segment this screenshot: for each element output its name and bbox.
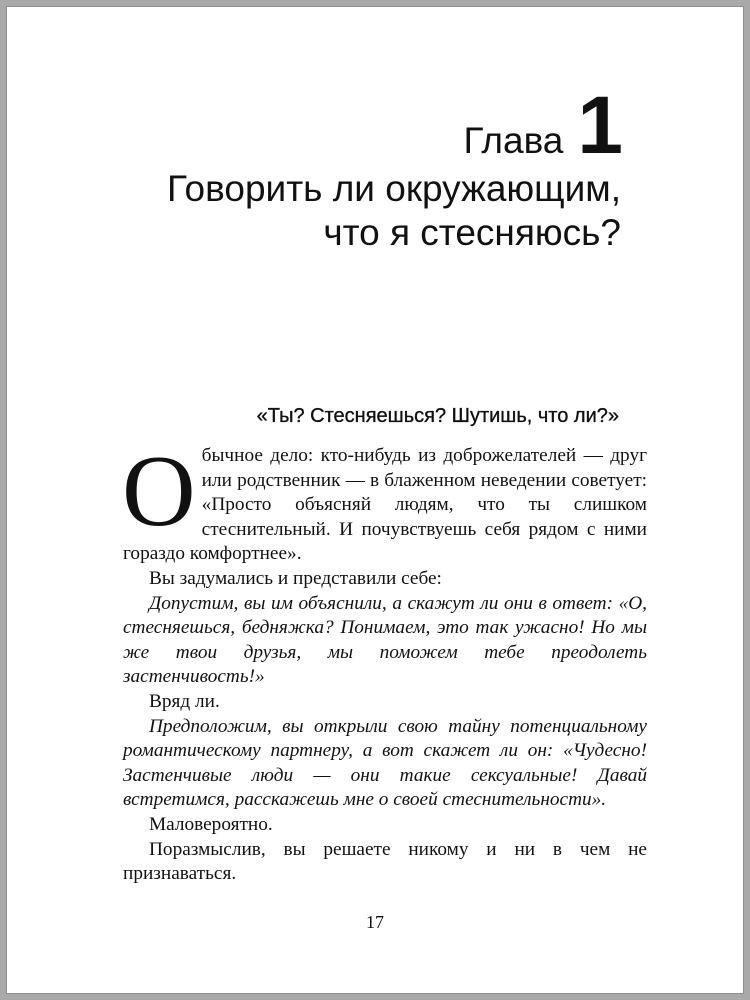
paragraph-6: Маловероятно. xyxy=(149,813,273,835)
drop-cap: О xyxy=(122,435,196,548)
chapter-label xyxy=(463,80,621,171)
chapter-title xyxy=(167,167,621,255)
paragraph-1-text: бычное дело: кто-нибудь из доброжелателей — друг или родственник — в блаженном неведении советует: «Просто объясняй людям, что ты слишком стеснительный. И почувствуешь себя рядом с ними гораздо комфортнее». xyxy=(123,445,647,565)
book-page xyxy=(6,6,744,994)
paragraph-4: Вряд ли. xyxy=(149,690,220,712)
paragraph-1 xyxy=(122,435,647,567)
page-number: 17 xyxy=(366,912,384,932)
chapter-title-line-1: Говорить ли окружающим, xyxy=(167,168,621,209)
paragraph-3: Допустим, вы им объяснили, а скажут ли они в ответ: «О, стесняешься, бедняжка? Понимаем, это так ужасно! Но мы же твои друзья, мы поможем тебе преодолеть застенчивость!» xyxy=(123,592,647,688)
chapter-title-line-2: что я стесняюсь? xyxy=(323,212,621,253)
chapter-word: Глава xyxy=(463,120,564,161)
paragraph-2: Вы задумались и представили себе: xyxy=(149,567,442,589)
body-text xyxy=(122,435,647,887)
paragraph-7: Поразмыслив, вы решаете никому и ни в чем не признаваться. xyxy=(123,838,647,885)
chapter-number: 1 xyxy=(577,80,621,171)
section-heading: «Ты? Стесняешься? Шутишь, что ли?» xyxy=(256,405,619,427)
paragraph-5: Предположим, вы открыли свою тайну потенциальному романтическому партнеру, а вот скажет ли он: «Чудесно! Застенчивые люди — они такие сексуальные! Давай встретимся, расскажешь мне о своей стеснительности». xyxy=(123,715,647,811)
